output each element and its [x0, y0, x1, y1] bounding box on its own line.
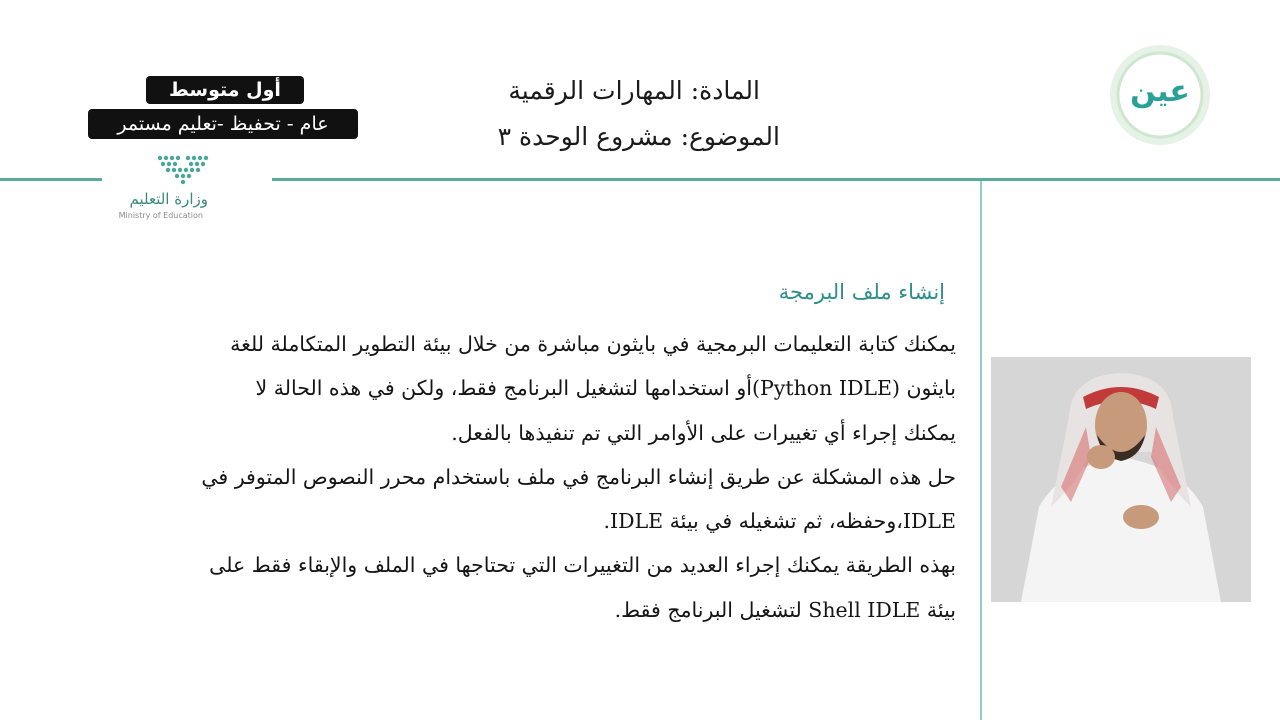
vertical-divider	[980, 181, 982, 720]
topic-title: الموضوع: مشروع الوحدة ٣	[497, 122, 780, 151]
paragraph-line: بايثون (Python IDLE)أو استخدامها لتشغيل البرنامج فقط، ولكن في هذه الحالة لا	[255, 376, 956, 401]
lesson-paragraph	[46, 322, 956, 632]
paragraph-line: حل هذه المشكلة عن طريق إنشاء البرنامج في ملف باستخدام محرر النصوص المتوفر في	[201, 464, 956, 489]
interpreter-image	[991, 357, 1251, 602]
paragraph-line: بهذه الطريقة يمكنك إجراء العديد من التغييرات التي تحتاجها في الملف والإبقاء فقط على	[209, 553, 956, 578]
paragraph-line: IDLE،وحفظه، ثم تشغيله في بيئة IDLE.	[603, 509, 956, 534]
track-label: عام - تحفيظ -تعليم مستمر	[88, 109, 358, 139]
section-title: إنشاء ملف البرمجة	[778, 280, 945, 304]
paragraph-line: يمكنك إجراء أي تغييرات على الأوامر التي تم تنفيذها بالفعل.	[451, 420, 956, 445]
subject-title: المادة: المهارات الرقمية	[508, 76, 760, 105]
sign-language-interpreter-video	[991, 357, 1251, 602]
ministry-name-en: Ministry of Education	[118, 211, 203, 220]
paragraph-line: يمكنك كتابة التعليمات البرمجية في بايثون مباشرة من خلال بيئة التطوير المتكاملة للغة	[230, 332, 956, 356]
paragraph-line: بيئة Shell IDLE لتشغيل البرنامج فقط.	[614, 597, 956, 622]
ain-channel-name: عين	[1130, 74, 1190, 109]
ministry-name: وزارة التعليم	[129, 190, 208, 208]
grade-label: أول متوسط	[146, 76, 304, 104]
